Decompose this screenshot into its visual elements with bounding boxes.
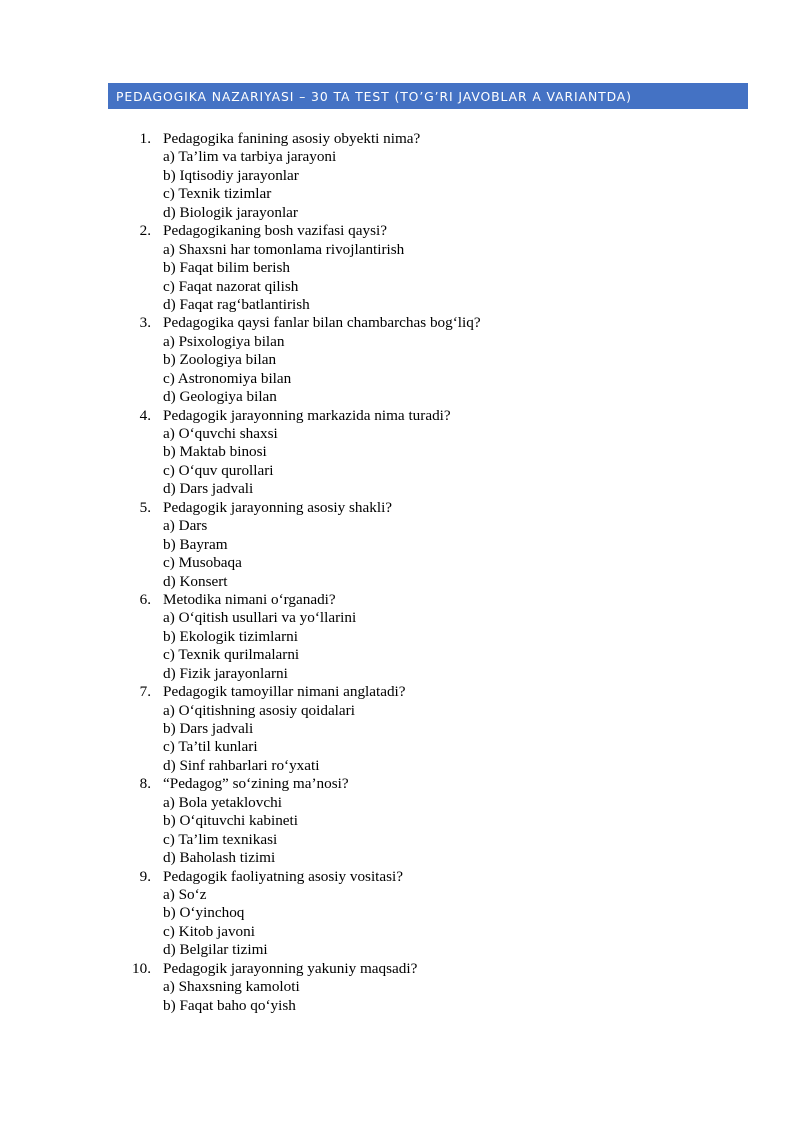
answer-option-text: b) Maktab binosi <box>163 443 267 461</box>
answer-option <box>0 351 800 369</box>
question-number: 10. <box>132 959 151 977</box>
answer-option <box>0 480 800 498</box>
section-heading-bar <box>108 83 748 109</box>
question-row <box>0 222 800 240</box>
answer-option-text: c) Ta’til kunlari <box>163 738 258 756</box>
answer-option <box>0 278 800 296</box>
question-text: Pedagogik jarayonning markazida nima turadi? <box>163 406 451 424</box>
answer-option <box>0 794 800 812</box>
answer-option <box>0 646 800 664</box>
question-number: 1. <box>139 130 151 147</box>
question-list <box>0 130 800 1015</box>
answer-option <box>0 259 800 277</box>
answer-option-text: a) Psixologiya bilan <box>163 332 285 350</box>
answer-option <box>0 462 800 480</box>
question-text: Metodika nimani o‘rganadi? <box>163 590 336 608</box>
answer-option-text: a) Ta’lim va tarbiya jarayoni <box>163 148 337 166</box>
question-item <box>0 314 800 406</box>
answer-option <box>0 536 800 554</box>
answer-option <box>0 628 800 646</box>
question-text: Pedagogik jarayonning yakuniy maqsadi? <box>163 959 418 977</box>
question-item <box>0 222 800 314</box>
answer-option <box>0 720 800 738</box>
question-item <box>0 407 800 499</box>
answer-option-text: c) Texnik tizimlar <box>163 185 272 203</box>
question-number: 7. <box>139 683 151 701</box>
question-text: Pedagogik jarayonning asosiy shakli? <box>163 498 393 516</box>
question-item <box>0 775 800 867</box>
answer-option-text: c) Texnik qurilmalarni <box>163 646 300 664</box>
answer-option-text: c) O‘quv qurollari <box>163 461 274 479</box>
answer-option <box>0 978 800 996</box>
answer-option-text: a) So‘z <box>163 885 207 903</box>
question-number: 6. <box>139 590 151 608</box>
question-row <box>0 499 800 517</box>
answer-option <box>0 665 800 683</box>
answer-option-text: b) O‘qituvchi kabineti <box>163 812 298 830</box>
question-number: 9. <box>139 867 151 885</box>
answer-option <box>0 849 800 867</box>
answer-option-text: a) Bola yetaklovchi <box>163 793 282 811</box>
question-row <box>0 591 800 609</box>
question-text: Pedagogik faoliyatning asosiy vositasi? <box>163 867 404 885</box>
answer-option-text: b) Ekologik tizimlarni <box>163 627 298 645</box>
question-row <box>0 868 800 886</box>
question-row <box>0 407 800 425</box>
answer-option <box>0 757 800 775</box>
question-row <box>0 775 800 793</box>
answer-option-text: d) Sinf rahbarlari ro‘yxati <box>163 756 320 774</box>
question-number: 5. <box>139 498 151 516</box>
answer-option-text: d) Konsert <box>163 572 228 590</box>
answer-option <box>0 167 800 185</box>
answer-option-text: d) Dars jadvali <box>163 480 254 498</box>
answer-option <box>0 738 800 756</box>
question-number: 8. <box>139 775 151 793</box>
answer-option <box>0 573 800 591</box>
answer-option <box>0 609 800 627</box>
answer-option <box>0 997 800 1015</box>
question-text: Pedagogikaning bosh vazifasi qaysi? <box>163 222 387 240</box>
answer-option <box>0 554 800 572</box>
answer-option-text: d) Biologik jarayonlar <box>163 203 298 221</box>
answer-option <box>0 941 800 959</box>
answer-option <box>0 517 800 535</box>
question-row <box>0 314 800 332</box>
answer-option-text: a) Dars <box>163 517 208 535</box>
question-row <box>0 960 800 978</box>
question-item <box>0 868 800 960</box>
answer-option <box>0 148 800 166</box>
answer-option-text: b) Faqat bilim berish <box>163 259 290 277</box>
answer-option-text: a) O‘qitishning asosiy qoidalari <box>163 701 355 719</box>
answer-option <box>0 443 800 461</box>
answer-option <box>0 812 800 830</box>
answer-option-text: d) Faqat rag‘batlantirish <box>163 295 310 313</box>
answer-option-text: d) Belgilar tizimi <box>163 941 268 959</box>
question-number: 4. <box>139 406 151 424</box>
answer-option <box>0 831 800 849</box>
answer-option-text: c) Ta’lim texnikasi <box>163 830 278 848</box>
answer-option-text: b) Dars jadvali <box>163 720 254 737</box>
answer-option <box>0 702 800 720</box>
answer-option-text: c) Astronomiya bilan <box>163 369 292 387</box>
answer-option <box>0 388 800 406</box>
answer-option-text: d) Baholash tizimi <box>163 849 276 867</box>
answer-option <box>0 185 800 203</box>
question-item <box>0 130 800 222</box>
question-row <box>0 683 800 701</box>
question-text: “Pedagog” so‘zining ma’nosi? <box>163 775 349 793</box>
question-row <box>0 130 800 148</box>
answer-option <box>0 296 800 314</box>
answer-option-text: a) Shaxsning kamoloti <box>163 978 300 996</box>
answer-option <box>0 923 800 941</box>
answer-option-text: c) Faqat nazorat qilish <box>163 277 299 295</box>
answer-option-text: d) Geologiya bilan <box>163 388 277 406</box>
answer-option <box>0 241 800 259</box>
section-heading: PEDAGOGIKA NAZARIYASI – 30 TA TEST (TO’G’RI JAVOBLAR A VARIANTDA) <box>116 88 632 104</box>
answer-option-text: c) Musobaqa <box>163 554 242 572</box>
answer-option-text: c) Kitob javoni <box>163 922 255 940</box>
answer-option <box>0 904 800 922</box>
question-number: 2. <box>139 222 151 240</box>
answer-option-text: a) O‘quvchi shaxsi <box>163 425 278 442</box>
question-item <box>0 499 800 591</box>
answer-option-text: a) Shaxsni har tomonlama rivojlantirish <box>163 240 405 258</box>
question-text: Pedagogika fanining asosiy obyekti nima? <box>163 130 421 147</box>
question-item <box>0 591 800 683</box>
answer-option-text: a) O‘qitish usullari va yo‘llarini <box>163 609 357 627</box>
question-item <box>0 683 800 775</box>
question-item <box>0 960 800 1015</box>
answer-option-text: b) Iqtisodiy jarayonlar <box>163 166 299 184</box>
answer-option-text: b) Faqat baho qo‘yish <box>163 996 296 1014</box>
question-number: 3. <box>139 314 151 332</box>
question-text: Pedagogik tamoyillar nimani anglatadi? <box>163 683 406 701</box>
answer-option-text: b) Bayram <box>163 535 228 553</box>
answer-option <box>0 333 800 351</box>
answer-option <box>0 886 800 904</box>
answer-option <box>0 425 800 443</box>
answer-option <box>0 370 800 388</box>
answer-option-text: d) Fizik jarayonlarni <box>163 664 288 682</box>
answer-option-text: b) Zoologiya bilan <box>163 351 277 369</box>
question-text: Pedagogika qaysi fanlar bilan chambarchas bog‘liq? <box>163 314 481 332</box>
answer-option-text: b) O‘yinchoq <box>163 904 245 922</box>
answer-option <box>0 204 800 222</box>
